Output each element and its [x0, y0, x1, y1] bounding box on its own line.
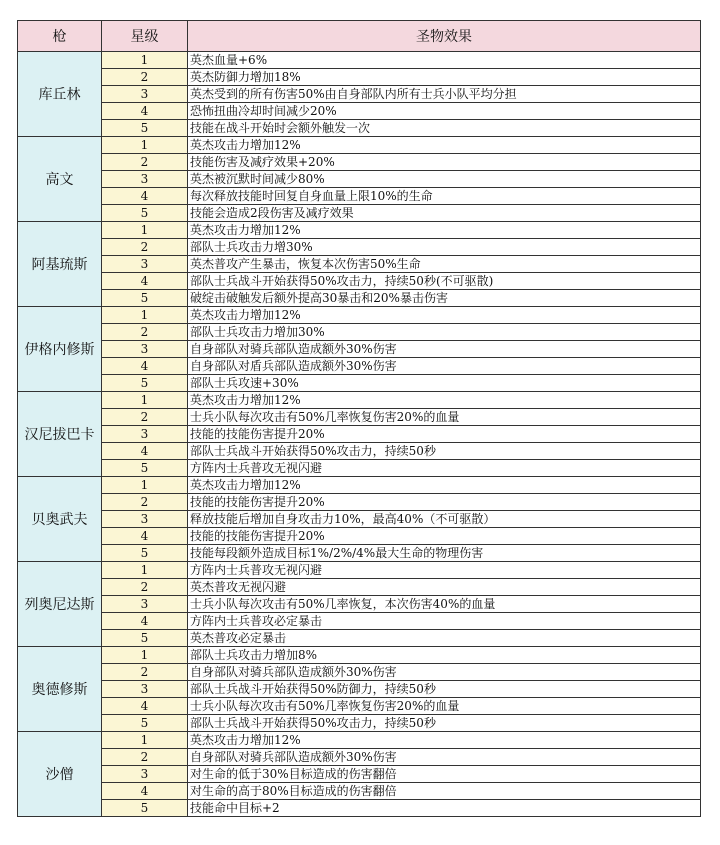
table-row — [18, 358, 701, 375]
star-level: 5 — [102, 715, 188, 732]
table-row — [18, 766, 701, 783]
table-row — [18, 171, 701, 188]
relic-effect: 技能命中目标+2 — [188, 800, 701, 817]
table-row — [18, 205, 701, 222]
relic-effect: 自身部队对骑兵部队造成额外30%伤害 — [188, 664, 701, 681]
star-level: 3 — [102, 766, 188, 783]
star-level: 5 — [102, 205, 188, 222]
relic-effect: 方阵内士兵普攻无视闪避 — [188, 460, 701, 477]
hero-name: 贝奥武夫 — [18, 477, 102, 562]
star-level: 2 — [102, 154, 188, 171]
table-row — [18, 375, 701, 392]
table-row — [18, 273, 701, 290]
relic-effect: 英杰攻击力增加12% — [188, 392, 701, 409]
star-level: 3 — [102, 426, 188, 443]
table-row — [18, 545, 701, 562]
header-weapon: 枪 — [18, 21, 102, 52]
star-level: 4 — [102, 443, 188, 460]
table-row — [18, 562, 701, 579]
table-row — [18, 341, 701, 358]
table-row — [18, 494, 701, 511]
table-row — [18, 477, 701, 494]
relic-effect: 部队士兵攻击力增加8% — [188, 647, 701, 664]
relic-effect: 技能每段额外造成目标1%/2%/4%最大生命的物理伤害 — [188, 545, 701, 562]
table-row — [18, 698, 701, 715]
relic-effect: 英杰攻击力增加12% — [188, 307, 701, 324]
hero-name: 阿基琉斯 — [18, 222, 102, 307]
star-level: 2 — [102, 494, 188, 511]
star-level: 5 — [102, 800, 188, 817]
star-level: 3 — [102, 341, 188, 358]
relic-effect: 士兵小队每次攻击有50%几率恢复，本次伤害40%的血量 — [188, 596, 701, 613]
table-row — [18, 749, 701, 766]
relic-effect: 自身部队对骑兵部队造成额外30%伤害 — [188, 341, 701, 358]
relic-effect: 技能会造成2段伤害及减疗效果 — [188, 205, 701, 222]
table-row — [18, 800, 701, 817]
star-level: 4 — [102, 358, 188, 375]
table-row — [18, 52, 701, 69]
relic-effect: 破绽击破触发后额外提高30暴击和20%暴击伤害 — [188, 290, 701, 307]
table-row — [18, 222, 701, 239]
relic-effect: 技能在战斗开始时会额外触发一次 — [188, 120, 701, 137]
table-row — [18, 681, 701, 698]
table-row — [18, 443, 701, 460]
relic-effect: 对生命的低于30%目标造成的伤害翻倍 — [188, 766, 701, 783]
star-level: 2 — [102, 69, 188, 86]
star-level: 3 — [102, 86, 188, 103]
table-row — [18, 307, 701, 324]
relic-effect: 英杰防御力增加18% — [188, 69, 701, 86]
relic-effect: 部队士兵战斗开始获得50%攻击力，持续50秒(不可驱散) — [188, 273, 701, 290]
relic-effect: 英杰血量+6% — [188, 52, 701, 69]
relic-effect: 部队士兵攻击力增30% — [188, 239, 701, 256]
hero-name: 列奥尼达斯 — [18, 562, 102, 647]
table-row — [18, 103, 701, 120]
table-row — [18, 324, 701, 341]
star-level: 2 — [102, 409, 188, 426]
table-row — [18, 392, 701, 409]
relic-effect: 英杰受到的所有伤害50%由自身部队内所有士兵小队平均分担 — [188, 86, 701, 103]
table-row — [18, 783, 701, 800]
table-row — [18, 86, 701, 103]
star-level: 3 — [102, 681, 188, 698]
relic-effects-table — [17, 20, 701, 817]
star-level: 4 — [102, 528, 188, 545]
relic-effect: 英杰被沉默时间减少80% — [188, 171, 701, 188]
relic-effect: 对生命的高于80%目标造成的伤害翻倍 — [188, 783, 701, 800]
table-row — [18, 256, 701, 273]
table-row — [18, 630, 701, 647]
relic-effect: 英杰攻击力增加12% — [188, 222, 701, 239]
star-level: 5 — [102, 460, 188, 477]
table-row — [18, 188, 701, 205]
star-level: 1 — [102, 477, 188, 494]
relic-effect: 自身部队对骑兵部队造成额外30%伤害 — [188, 749, 701, 766]
relic-effect: 英杰攻击力增加12% — [188, 477, 701, 494]
hero-name: 高文 — [18, 137, 102, 222]
table-row — [18, 154, 701, 171]
table-row — [18, 511, 701, 528]
relic-effect: 英杰攻击力增加12% — [188, 137, 701, 154]
relic-effect: 方阵内士兵普攻无视闪避 — [188, 562, 701, 579]
relic-effect: 士兵小队每次攻击有50%几率恢复伤害20%的血量 — [188, 698, 701, 715]
relic-effect: 部队士兵战斗开始获得50%攻击力，持续50秒 — [188, 443, 701, 460]
table-row — [18, 596, 701, 613]
table-row — [18, 120, 701, 137]
relic-effect: 部队士兵攻击力增加30% — [188, 324, 701, 341]
relic-effect: 英杰普攻产生暴击，恢复本次伤害50%生命 — [188, 256, 701, 273]
table-row — [18, 69, 701, 86]
relic-effect: 英杰普攻必定暴击 — [188, 630, 701, 647]
star-level: 4 — [102, 273, 188, 290]
relic-effect: 英杰攻击力增加12% — [188, 732, 701, 749]
star-level: 1 — [102, 52, 188, 69]
table-row — [18, 664, 701, 681]
star-level: 3 — [102, 171, 188, 188]
star-level: 1 — [102, 392, 188, 409]
table-row — [18, 137, 701, 154]
star-level: 5 — [102, 290, 188, 307]
star-level: 3 — [102, 256, 188, 273]
hero-name: 库丘林 — [18, 52, 102, 137]
header-row — [18, 21, 701, 52]
table-row — [18, 613, 701, 630]
star-level: 1 — [102, 222, 188, 239]
table-body — [18, 52, 701, 817]
hero-name: 伊格内修斯 — [18, 307, 102, 392]
relic-effect: 部队士兵战斗开始获得50%攻击力，持续50秒 — [188, 715, 701, 732]
relic-effect: 释放技能后增加自身攻击力10%，最高40%（不可驱散） — [188, 511, 701, 528]
star-level: 4 — [102, 698, 188, 715]
star-level: 5 — [102, 630, 188, 647]
relic-effect: 自身部队对盾兵部队造成额外30%伤害 — [188, 358, 701, 375]
relic-effect: 士兵小队每次攻击有50%几率恢复伤害20%的血量 — [188, 409, 701, 426]
relic-table-container — [17, 20, 701, 817]
star-level: 4 — [102, 188, 188, 205]
star-level: 4 — [102, 613, 188, 630]
header-star-level: 星级 — [102, 21, 188, 52]
star-level: 3 — [102, 511, 188, 528]
table-row — [18, 732, 701, 749]
relic-effect: 英杰普攻无视闪避 — [188, 579, 701, 596]
star-level: 5 — [102, 120, 188, 137]
star-level: 5 — [102, 375, 188, 392]
table-row — [18, 528, 701, 545]
relic-effect: 部队士兵战斗开始获得50%防御力，持续50秒 — [188, 681, 701, 698]
star-level: 2 — [102, 324, 188, 341]
star-level: 1 — [102, 137, 188, 154]
star-level: 5 — [102, 545, 188, 562]
header-relic-effect: 圣物效果 — [188, 21, 701, 52]
star-level: 1 — [102, 732, 188, 749]
star-level: 1 — [102, 307, 188, 324]
star-level: 1 — [102, 562, 188, 579]
hero-name: 沙僧 — [18, 732, 102, 817]
table-row — [18, 579, 701, 596]
relic-effect: 每次释放技能时回复自身血量上限10%的生命 — [188, 188, 701, 205]
relic-effect: 技能的技能伤害提升20% — [188, 494, 701, 511]
table-row — [18, 715, 701, 732]
table-row — [18, 239, 701, 256]
relic-effect: 恐怖扭曲冷却时间减少20% — [188, 103, 701, 120]
table-row — [18, 409, 701, 426]
star-level: 2 — [102, 579, 188, 596]
table-row — [18, 460, 701, 477]
star-level: 3 — [102, 596, 188, 613]
star-level: 1 — [102, 647, 188, 664]
table-row — [18, 647, 701, 664]
table-row — [18, 290, 701, 307]
hero-name: 汉尼拔巴卡 — [18, 392, 102, 477]
star-level: 4 — [102, 103, 188, 120]
relic-effect: 部队士兵攻速+30% — [188, 375, 701, 392]
relic-effect: 技能的技能伤害提升20% — [188, 528, 701, 545]
star-level: 2 — [102, 239, 188, 256]
relic-effect: 方阵内士兵普攻必定暴击 — [188, 613, 701, 630]
relic-effect: 技能的技能伤害提升20% — [188, 426, 701, 443]
hero-name: 奥德修斯 — [18, 647, 102, 732]
star-level: 2 — [102, 749, 188, 766]
table-row — [18, 426, 701, 443]
relic-effect: 技能伤害及减疗效果+20% — [188, 154, 701, 171]
star-level: 4 — [102, 783, 188, 800]
star-level: 2 — [102, 664, 188, 681]
